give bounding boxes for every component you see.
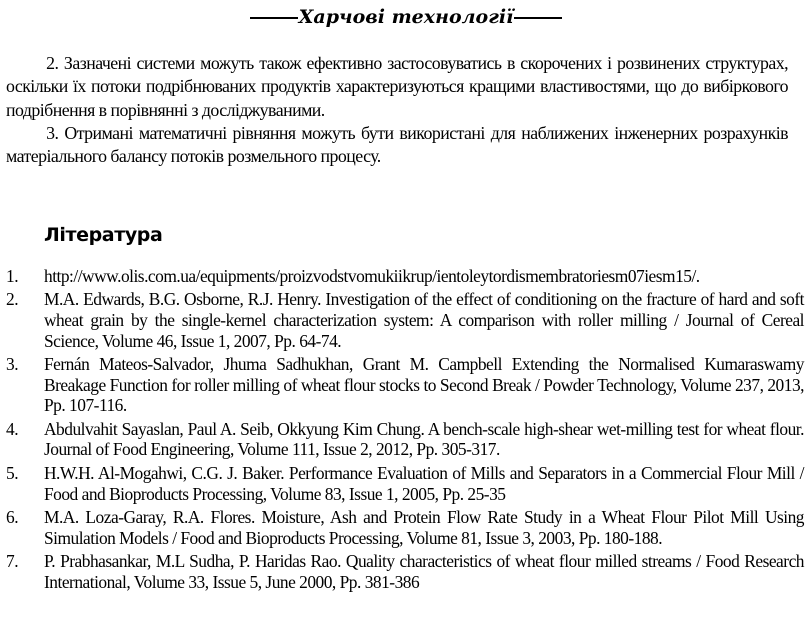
header-title: Харчові технології [298,6,514,28]
header-dash-left [250,17,298,19]
reference-item [6,289,804,351]
reference-number: 6. [6,506,19,527]
reference-text: M.A. Edwards, B.G. Osborne, R.J. Henry. Investigation of the effect of conditioning on the fracture of hard and soft wheat grain by the single-kernel characterization system: A comparison with roller milling / Journal of Cereal Science, Volume 46, Issue 1, 2007, Pp. 64-74. [44,289,804,351]
reference-number: 7. [6,551,19,572]
running-header [0,2,812,32]
reference-number: 2. [6,289,19,310]
reference-item [6,354,804,416]
reference-text: Fernán Mateos-Salvador, Jhuma Sadhukhan, Grant M. Campbell Extending the Normalised Kumaraswamy Breakage Function for roller milling of wheat flour stocks to Second Break / Powder Technology, Volume 237, 2013, Pp. 107-116. [44,354,804,416]
paragraph: 2. Зазначені системи можуть також ефективно застосовуватись в скорочених і розвинених структурах, оскільки їх потоки подрібнюваних продуктів характеризуються кращими властивостями, що до вибіркового подрібнення в порівнянні з досліджуваними. [6,53,789,120]
literature-heading: Література [44,224,163,246]
reference-item [6,419,804,460]
reference-item [6,266,804,287]
reference-item [6,463,804,504]
paragraph: 3. Отримані математичні рівняння можуть бути використані для наближених інженерних розрахунків матеріального балансу потоків розмельного процесу. [6,122,789,167]
reference-number: 4. [6,418,19,439]
reference-number: 5. [6,462,19,483]
reference-item [6,507,804,548]
reference-text: Abdulvahit Sayaslan, Paul A. Seib, Okkyung Kim Chung. A bench-scale high-shear wet-milling test for wheat flour. Journal of Food Engineering, Volume 111, Issue 2, 2012, Pp. 305-317. [44,418,804,460]
reference-list [6,266,804,595]
reference-link[interactable]: http://www.olis.com.ua/equipments/proizvodstvomukiikrup/ientoleytordismembratoriesm07iesm15/. [44,266,700,286]
conclusions-text [6,52,788,168]
reference-number: 3. [6,354,19,375]
reference-item [6,551,804,592]
header-dash-right [514,17,562,19]
reference-text: M.A. Loza-Garay, R.A. Flores. Moisture, Ash and Protein Flow Rate Study in a Wheat Flour Pilot Mill Using Simulation Models / Food and Bioproducts Processing, Volume 81, Issue 3, 2003, Pp. 180-188. [44,506,804,548]
reference-text: P. Prabhasankar, M.L Sudha, P. Haridas Rao. Quality characteristics of wheat flour milled streams / Food Research International, Volume 33, Issue 5, June 2000, Pp. 381-386 [44,551,804,592]
reference-number: 1. [6,266,19,286]
reference-text: H.W.H. Al-Mogahwi, C.G. J. Baker. Performance Evaluation of Mills and Separators in a Commercial Flour Mill / Food and Bioproducts Processing, Volume 83, Issue 1, 2005, Pp. 25-35 [44,462,804,504]
